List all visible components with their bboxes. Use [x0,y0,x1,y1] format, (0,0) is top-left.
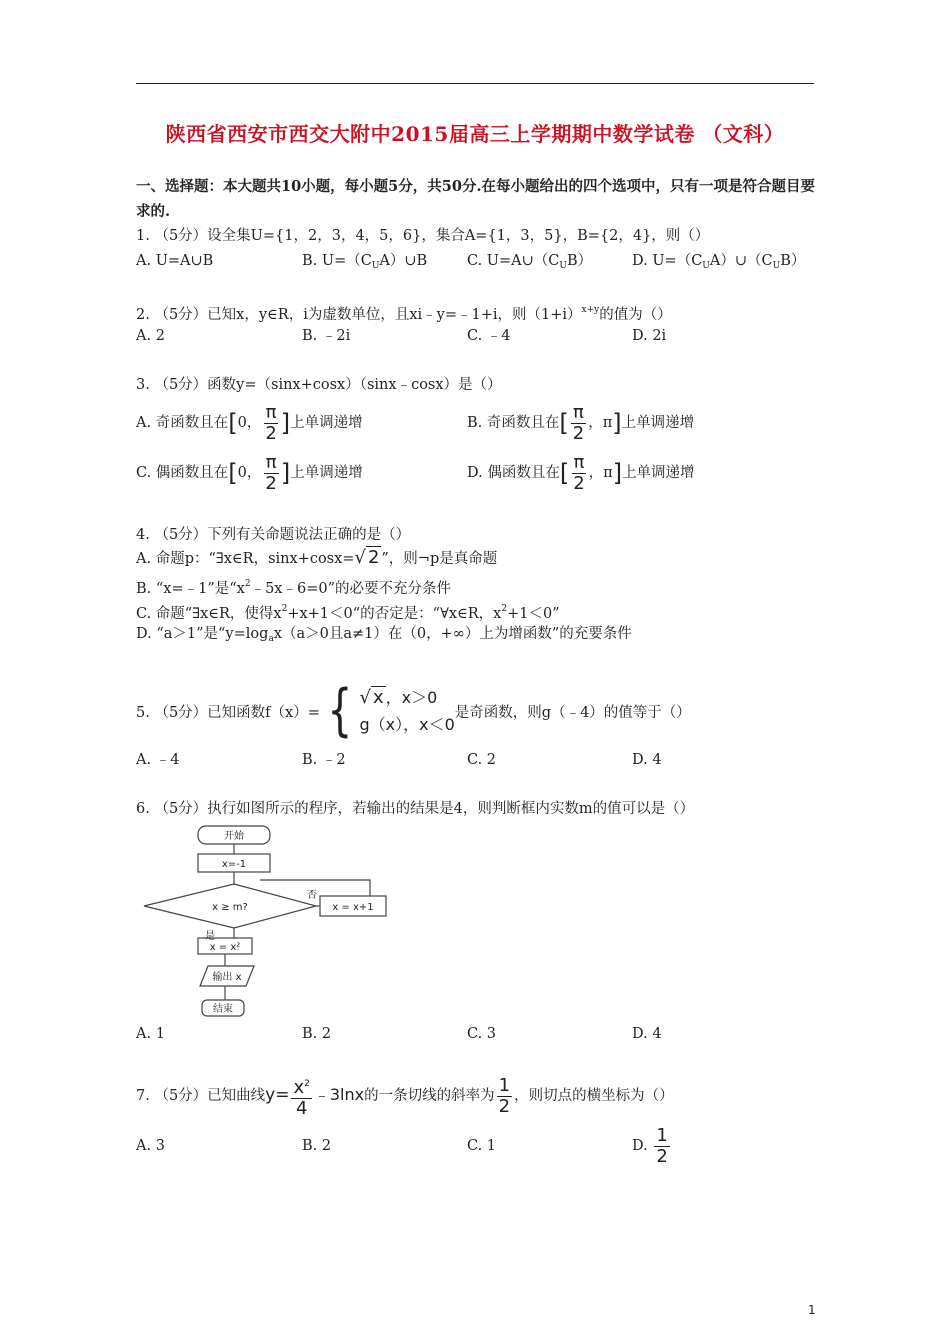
piecewise-cases: √ x ，x＞0 g（x），x＜0 [359,687,455,734]
q5-option-c: C. 2 [467,752,497,768]
q7-option-d: D. $\frac{1}{2}$ [632,1124,668,1167]
q3-option-a: A. 奇函数且在[0， $\frac{\pi}{2}$ ]上单调递增 [136,401,363,444]
q6-option-b: B. 2 [302,1026,332,1042]
q3-option-c: C. 偶函数且在[0， $\frac{\pi}{2}$ ]上单调递增 [136,451,363,494]
flow-end-label: 结束 [213,1004,233,1015]
q6-stem: 6. （5分）执行如图所示的程序，若输出的结果是4，则判断框内实数m的值可以是（） [136,801,695,817]
q5-stem: 5. （5分）已知函数f（x）= { √ x ，x＞0 g（x），x＜0 是奇函数，则g（﹣4）的值等于（） [136,678,691,743]
q5-option-d: D. 4 [632,752,662,768]
flow-output-label: 输出 x [212,972,242,983]
section-heading: 一、选择题：本大题共10小题，每小题5分，共50分.在每小题给出的四个选项中，只有一项是符合题目要求的. [136,178,815,220]
q3-option-d: D. 偶函数且在[ $\frac{\pi}{2}$ ，π]上单调递增 [467,451,695,494]
flow-yes-label: 是 [205,931,215,942]
flow-init-label: x=-1 [221,859,247,870]
q1-option-a: A. U=A∪B [136,253,214,269]
q6-option-a: A. 1 [136,1026,165,1042]
q7-stem: 7. （5分）已知曲线y= $\frac{x^2}{4}$ ﹣3lnx的一条切线的斜率为 $\frac{1}{2}$ ，则切点的横坐标为（） [136,1074,674,1119]
q1-stem: 1. （5分）设全集U={1，2，3，4，5，6}，集合A={1，3，5}，B={2，4}，则（） [136,228,710,244]
q4-option-d: D. “a＞1”是“$y=\log_ax(a>0$且a≠1）在（0，+∞）上为增函数”的充要条件 [136,626,632,644]
flow-start-label: 开始 [224,831,244,842]
q1-option-b: B. $U=(C_UA)\cup B$ [302,253,428,271]
q5-option-a: A. ﹣4 [136,752,180,768]
page-title: 陕西省西安市西交大附中2015届高三上学期期中数学试卷 （文科） [165,122,785,146]
q7-option-c: C. 1 [467,1138,497,1154]
q4-option-b: B. “x=﹣1”是“$x^2﹣5x﹣6=0$”的必要不充分条件 [136,579,451,597]
flow-increment-label: x = x+1 [332,902,374,913]
q3-stem: 3. （5分）函数y=（sinx+cosx）（sinx﹣cosx）是（） [136,377,502,393]
q4-stem: 4. （5分）下列有关命题说法正确的是（） [136,527,411,543]
q6-option-d: D. 4 [632,1026,662,1042]
q4-option-c: C. 命题“∃x∈R，使得$x^2+x+1<0“$的否定是：“∀x∈R，$x^2+1<0$” [136,604,560,622]
brace-icon: { [327,678,353,743]
q2-option-a: A. 2 [136,328,165,344]
q3-option-b: B. 奇函数且在[ $\frac{\pi}{2}$ ，π]上单调递增 [467,401,695,444]
q4-option-a: A. 命题p：“∃x∈R，sinx+cosx=√ 2 ”，则¬p是真命题 [136,547,498,568]
header-rule [136,83,814,84]
q1-option-d: D. $U=(C_UA)\cup(C_UB)$ [632,253,806,271]
flow-no-label: 否 [307,890,317,901]
q1-option-c: C. $U=A\cup(C_UB)$ [467,253,593,271]
q2-option-b: B. ﹣2i [302,328,351,344]
page-number: 1 [808,1303,816,1317]
q6-option-c: C. 3 [467,1026,497,1042]
flow-square-label: x = x² [209,942,241,953]
q2-option-d: D. 2i [632,328,667,344]
flow-decision-label: x ≥ m? [212,902,248,913]
q2-stem: 2. （5分）已知x，y∈R，i为虚数单位，且xi﹣y=﹣1+i，则$(1+i)^{x+y}$的值为（） [136,305,672,323]
q7-option-a: A. 3 [136,1138,165,1154]
flowchart [140,822,395,1022]
q5-option-b: B. ﹣2 [302,752,346,768]
q2-option-c: C. ﹣4 [467,328,511,344]
q7-option-b: B. 2 [302,1138,332,1154]
